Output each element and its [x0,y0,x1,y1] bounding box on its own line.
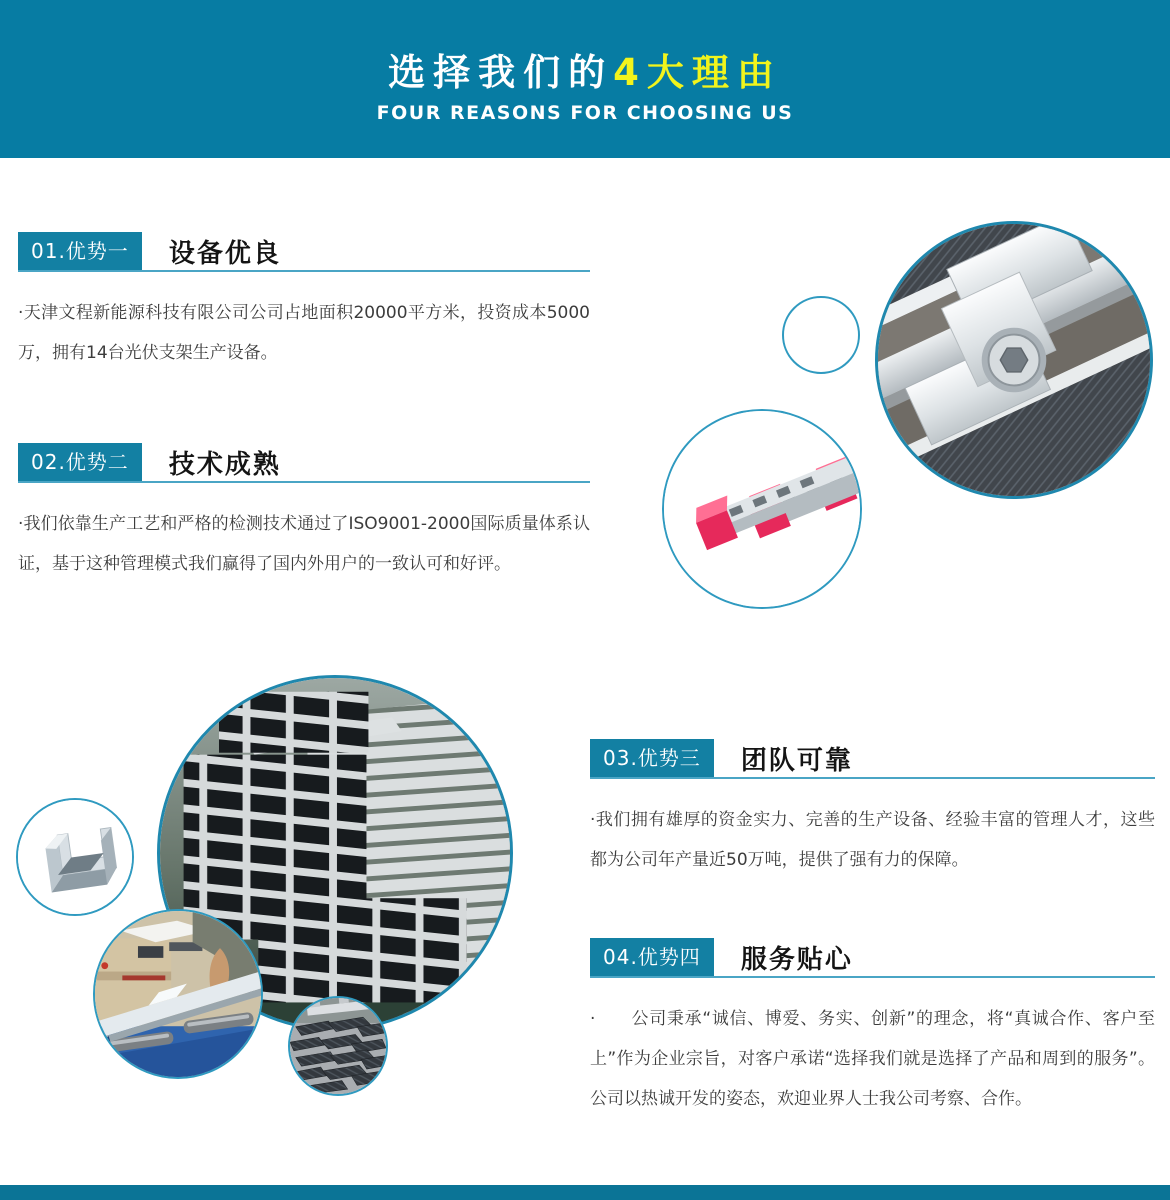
section-2-title: 技术成熟 [168,449,281,480]
footer-divider-band [0,1185,1170,1200]
decorative-empty-circle [782,296,860,374]
section-1-badge: 01.优势一 [18,232,142,270]
photo-dark-steel-bundles [288,996,388,1096]
hex-bolt-icon [982,328,1047,393]
page-title-yellow: 4大理由 [613,51,782,94]
section-4-header [590,938,1155,978]
section-2-badge: 02.优势二 [18,443,142,481]
section-4-body: · 公司秉承“诚信、博爱、务实、创新”的理念，将“真诚合作、客户至上”作为企业宗旨，对客户承诺“选择我们就是选择了产品和周到的服务”。公司以热诚开发的姿态，欢迎业界人士我公司考察、合作。 [590,1009,1155,1109]
advantage-section-3 [590,739,1155,880]
section-1-header [18,232,590,272]
section-3-title: 团队可靠 [740,745,853,776]
section-3-badge: 03.优势三 [590,739,714,777]
section-1-title: 设备优良 [168,238,281,269]
advantage-section-2 [18,443,590,584]
section-4-title: 服务贴心 [740,944,853,975]
section-3-header [590,739,1155,779]
header-banner [0,0,1170,158]
section-2-body: ·我们依靠生产工艺和严格的检测技术通过了ISO9001-2000国际质量体系认证，基于这种管理模式我们赢得了国内外用户的一致认可和好评。 [18,514,590,574]
advantage-section-4 [590,938,1155,1119]
section-2-header [18,443,590,483]
advantage-section-1 [18,232,590,373]
photo-angle-brackets [662,409,862,609]
page-title-white: 选择我们的 [388,51,614,94]
page-title [0,42,1170,96]
section-4-badge: 04.优势四 [590,938,714,976]
photo-u-channel [16,798,134,916]
page-subtitle: FOUR REASONS FOR CHOOSING US [376,102,794,124]
photo-bending-machine [93,909,263,1079]
photo-solar-clamp [875,221,1153,499]
section-1-body: ·天津文程新能源科技有限公司公司占地面积20000平方米，投资成本5000万，拥有14台光伏支架生产设备。 [18,303,590,363]
section-3-body: ·我们拥有雄厚的资金实力、完善的生产设备、经验丰富的管理人才，这些都为公司年产量近50万吨，提供了强有力的保障。 [590,810,1155,870]
